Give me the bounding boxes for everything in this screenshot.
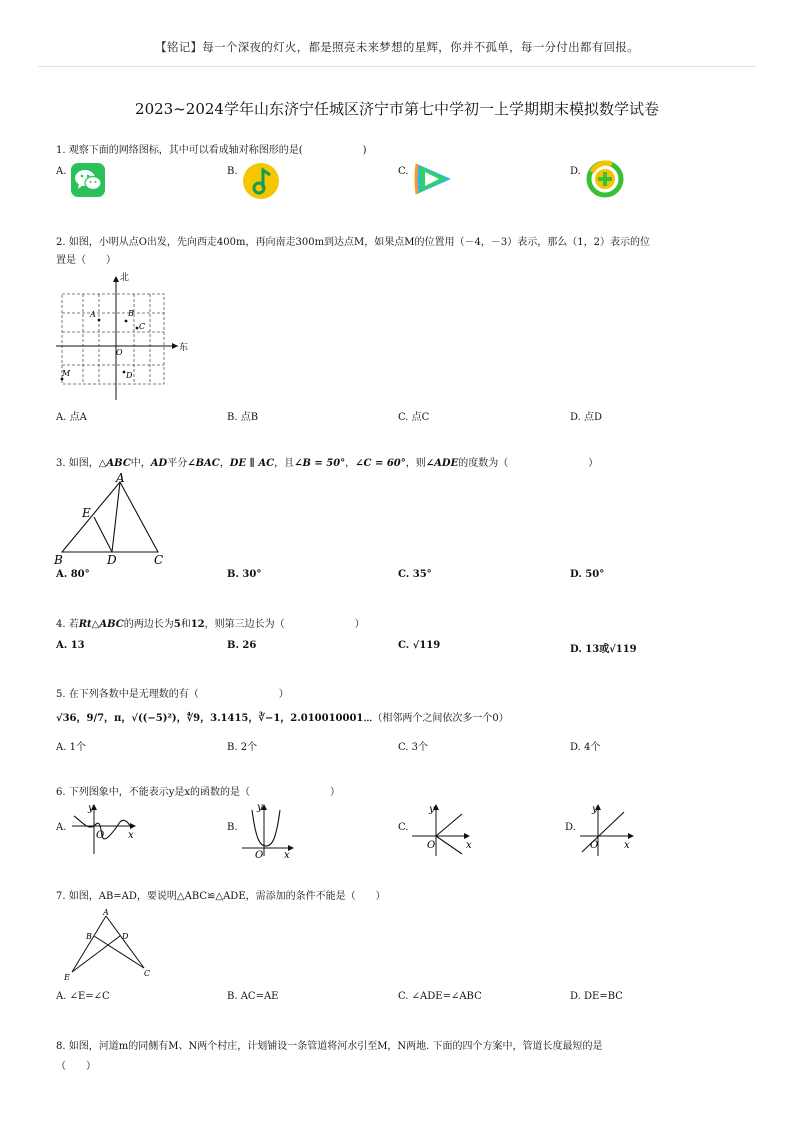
q2-option-a: A. 点A [56, 412, 87, 423]
q7-stem: 7. 如图，AB=AD，要说明△ABC≌△ADE，需添加的条件不能是（ ） [56, 891, 386, 902]
q5-stem: 5. 在下列各数中是无理数的有（ ） [56, 689, 289, 700]
q2-point-a: A [90, 310, 96, 319]
q5-expression: √36，9/7，π，√((−5)²)，∜9，3.1415，∛−1，2.010010001⋯ [56, 713, 373, 724]
q6-d-origin-label: O [590, 840, 599, 851]
q6-d-x-label: x [624, 840, 630, 851]
q3-num: 3. 如图， [56, 458, 99, 469]
q5-option-d: D. 4个 [570, 742, 601, 753]
q3-stem [56, 457, 598, 471]
q2-point-b: B [128, 309, 134, 318]
q3-text-6: ， [219, 458, 230, 469]
q3-text-2: 中， [130, 458, 151, 469]
wechat-icon [70, 162, 106, 198]
q6-label-b: B. [227, 822, 238, 833]
q3-text-8: ，且 [274, 458, 295, 469]
q4-math-3: 5 [173, 619, 181, 630]
q3-math-1: △ABC [98, 458, 131, 469]
q7-label-c: C [144, 969, 151, 978]
q6-d-y-label: y [592, 804, 598, 815]
q3-math-3: AD [150, 458, 168, 469]
security-app-icon [586, 160, 624, 198]
q5-option-a: A. 1个 [56, 742, 86, 753]
q4-text-6: ，则第三边长为（ ） [204, 619, 365, 630]
q2-point-c: C [139, 322, 146, 331]
q3-math-13: ∠ADE [425, 458, 459, 469]
q6-graph-a [68, 800, 140, 858]
q6-label-a: A. [56, 822, 67, 833]
q1-label-c: C. [398, 166, 409, 177]
q8-stem-line2: （ ） [56, 1061, 96, 1072]
q1-label-a: A. [56, 166, 67, 177]
q6-graph-b [238, 800, 298, 860]
q7-option-b: B. AC=AE [227, 991, 279, 1002]
q3-text-12: ，则 [405, 458, 426, 469]
q3-label-b: B [54, 553, 63, 567]
q3-option-d: D. 50° [570, 569, 605, 580]
q3-text-14: 的度数为（ ） [458, 458, 599, 469]
video-app-icon [413, 160, 455, 198]
q6-a-y-label: y [88, 803, 94, 814]
q7-option-d: D. DE=BC [570, 991, 623, 1002]
motto: 【铭记】每一个深夜的灯火，都是照亮未来梦想的星辉，你并不孤单，每一分付出都有回报。 [155, 40, 639, 54]
q4-text-4: 和 [180, 619, 191, 630]
divider [38, 66, 756, 67]
q4-math-5: 12 [190, 619, 205, 630]
q3-option-a: A. 80° [56, 569, 90, 580]
q5-note: （相邻两个之间依次多一个0） [372, 713, 509, 724]
q6-graph-d [578, 800, 642, 858]
q3-label-d: D [107, 553, 117, 567]
q4-option-c: C. √119 [398, 640, 441, 651]
q4-math-1: Rt△ABC [78, 619, 124, 630]
q7-option-c: C. ∠ADE=∠ABC [398, 991, 482, 1002]
q3-math-7: DE ∥ AC [229, 458, 275, 469]
q8-stem-line1: 8. 如图，河道m的同侧有M、N两个村庄，计划铺设一条管道将河水引至M，N两地. 下面的四个方案中，管道长度最短的是 [56, 1041, 603, 1052]
q3-triangle-figure [50, 470, 175, 570]
q4-option-a: A. 13 [56, 640, 85, 651]
q4-stem [56, 618, 365, 632]
q7-label-a: A [103, 908, 109, 917]
q2-point-d: D [126, 371, 133, 380]
q3-math-9: ∠B = 50° [294, 458, 346, 469]
q2-point-m: M [62, 369, 71, 378]
q3-text-10: ， [345, 458, 356, 469]
q7-label-e: E [64, 973, 70, 982]
q6-c-x-label: x [466, 840, 472, 851]
q3-label-e: E [82, 506, 91, 520]
q2-stem-line1: 2. 如图，小明从点O出发，先向西走400m，再向南走300m到达点M，如果点M的位置用（－4，－3）表示，那么（1，2）表示的位 [56, 237, 650, 248]
q3-label-a: A [116, 471, 125, 485]
q6-b-origin-label: O [255, 850, 264, 860]
q6-label-c: C. [398, 822, 409, 833]
q4-option-d: D. 13或√119 [570, 644, 637, 655]
q4-num: 4. 若 [56, 619, 79, 630]
q7-label-b: B [86, 932, 92, 941]
q6-a-origin-label: O [96, 830, 105, 841]
q7-option-a: A. ∠E=∠C [56, 991, 110, 1002]
q6-c-origin-label: O [427, 840, 436, 851]
q3-math-5: ∠BAC [187, 458, 220, 469]
q5-option-b: B. 2个 [227, 742, 258, 753]
q3-label-c: C [154, 553, 164, 567]
q1-stem: 1. 观察下面的网络图标，其中可以看成轴对称图形的是( ) [56, 145, 367, 156]
q4-option-b: B. 26 [227, 640, 257, 651]
q6-c-y-label: y [429, 804, 435, 815]
q6-b-x-label: x [284, 850, 290, 860]
q2-option-c: C. 点C [398, 412, 430, 423]
q6-graph-c [410, 800, 474, 858]
q2-grid-figure [52, 270, 192, 404]
q1-label-d: D. [570, 166, 581, 177]
q2-option-d: D. 点D [570, 412, 603, 423]
q7-label-d: D [122, 932, 129, 941]
q6-a-x-label: x [128, 830, 134, 841]
q5-expression-line [56, 712, 509, 726]
q7-triangles-figure [58, 906, 158, 986]
q2-north-label: 北 [120, 273, 130, 283]
q2-east-label: 东 [179, 343, 189, 353]
q4-text-2: 的两边长为 [123, 619, 174, 630]
q2-option-b: B. 点B [227, 412, 259, 423]
q6-stem: 6. 下列图象中，不能表示y是x的函数的是（ ） [56, 787, 341, 798]
q6-b-y-label: y [257, 802, 263, 813]
music-app-icon [242, 162, 280, 200]
q1-label-b: B. [227, 166, 238, 177]
q2-stem-line2: 置是（ ） [56, 255, 116, 266]
q3-math-11: ∠C = 60° [355, 458, 406, 469]
q5-option-c: C. 3个 [398, 742, 429, 753]
page-title: 2023~2024学年山东济宁任城区济宁市第七中学初一上学期期末模拟数学试卷 [135, 100, 659, 118]
q3-option-b: B. 30° [227, 569, 262, 580]
q6-label-d: D. [565, 822, 576, 833]
q2-origin-label: O [116, 348, 123, 357]
q3-text-4: 平分 [167, 458, 188, 469]
q3-option-c: C. 35° [398, 569, 432, 580]
